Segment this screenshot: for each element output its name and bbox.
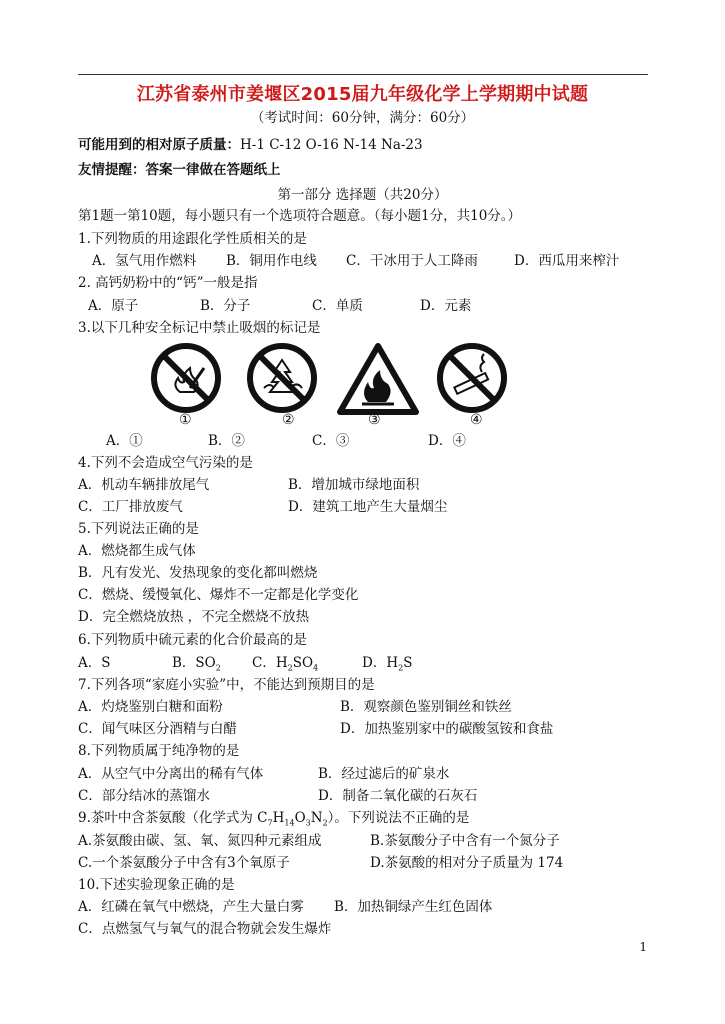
question-7-stem: 7.下列各项“家庭小实验”中，不能达到预期目的是: [78, 677, 375, 693]
q6-option-c: C．$H_2SO_4$: [252, 655, 319, 673]
sign-label-4: ④: [470, 412, 483, 428]
q1-option-d: D．西瓜用来榨汁: [514, 253, 620, 269]
exam-info: （考试时间：60分钟，满分：60分）: [250, 110, 475, 126]
question-5-stem: 5.下列说法正确的是: [78, 521, 199, 537]
q7-option-b: B．观察颜色鉴别铜丝和铁丝: [340, 699, 512, 715]
q6-option-d: D．$H_2S$: [362, 655, 413, 673]
reminder: 友情提醒：答案一律做在答题纸上: [78, 162, 281, 178]
atomic-mass-values: H-1 C-12 O-16 N-14 Na-23: [240, 137, 423, 153]
no-fire-sign-icon: [150, 342, 230, 422]
section-instruction: 第1题一第10题，每小题只有一个选项符合题意。（每小题1分，共10分。）: [78, 208, 522, 224]
atomic-mass-label: 可能用到的相对原子质量：: [78, 137, 240, 153]
q8-option-b: B．经过滤后的矿泉水: [318, 766, 450, 782]
question-6-stem: 6.下列物质中硫元素的化合价最高的是: [78, 632, 307, 648]
question-1-stem: 1.下列物质的用途跟化学性质相关的是: [78, 231, 307, 247]
q9-option-b: B.茶氨酸分子中含有一个氮分子: [370, 833, 560, 849]
q3-option-b: B．②: [208, 433, 245, 449]
q4-option-d: D．建筑工地产生大量烟尘: [288, 499, 448, 515]
question-3-stem: 3.以下几种安全标记中禁止吸烟的标记是: [78, 320, 321, 336]
sign-label-1: ①: [179, 412, 192, 428]
q3-option-a: A．①: [106, 433, 143, 449]
q10-option-a: A．红磷在氧气中燃烧，产生大量白雾: [78, 899, 304, 915]
q9-option-a: A.茶氨酸由碳、氢、氧、氮四种元素组成: [78, 833, 322, 849]
q7-option-d: D．加热鉴别家中的碳酸氢铵和食盐: [340, 721, 554, 737]
q10-option-b: B．加热铜绿产生红色固体: [334, 899, 493, 915]
q5-option-d: D．完全燃烧放热 ，不完全燃烧不放热: [78, 609, 310, 625]
top-rule: [78, 74, 648, 75]
sign-label-3: ③: [368, 412, 381, 428]
q2-option-a: A．原子: [88, 298, 139, 314]
q2-option-d: D．元素: [420, 298, 472, 314]
q3-option-c: C．③: [312, 433, 350, 449]
q8-option-a: A．从空气中分离出的稀有气体: [78, 766, 264, 782]
q6-option-b: B．$SO_2$: [172, 655, 221, 673]
q1-option-b: B．铜用作电线: [226, 253, 317, 269]
question-10-stem: 10.下述实验现象正确的是: [78, 877, 235, 893]
q7-option-a: A．灼烧鉴别白糖和面粉: [78, 699, 223, 715]
q8-option-c: C．部分结冰的蒸馏水: [78, 788, 210, 804]
q5-option-c: C．燃烧、缓慢氧化、爆炸不一定都是化学变化: [78, 587, 359, 603]
sign-label-2: ②: [282, 412, 295, 428]
no-logging-sign-icon: [246, 342, 326, 422]
q1-option-c: C．干冰用于人工降雨: [346, 253, 478, 269]
q9-option-d: D.茶氨酸的相对分子质量为 174: [370, 855, 564, 871]
question-9-stem: 9.茶叶中含茶氨酸（化学式为 $C_7H_{14}O_3N_2$）。下列说法不正确的是: [78, 810, 470, 828]
q2-option-c: C．单质: [312, 298, 363, 314]
question-8-stem: 8.下列物质属于纯净物的是: [78, 743, 240, 759]
q4-option-b: B．增加城市绿地面积: [288, 477, 420, 493]
q9-option-c: C.一个茶氨酸分子中含有3个氧原子: [78, 855, 290, 871]
q4-option-a: A．机动车辆排放尾气: [78, 477, 210, 493]
section-title: 第一部分 选择题（共20分）: [277, 187, 448, 203]
question-4-stem: 4.下列不会造成空气污染的是: [78, 455, 253, 471]
q5-option-a: A．燃烧都生成气体: [78, 543, 196, 559]
q8-option-d: D．制备二氧化碳的石灰石: [318, 788, 478, 804]
q10-option-c: C．点燃氢气与氧气的混合物就会发生爆炸: [78, 921, 332, 937]
page-title: 江苏省泰州市姜堰区2015届九年级化学上学期期中试题: [136, 84, 589, 105]
no-smoking-sign-icon: [436, 342, 516, 422]
q5-option-b: B．凡有发光、发热现象的变化都叫燃烧: [78, 565, 318, 581]
q4-option-c: C．工厂排放废气: [78, 499, 183, 515]
q1-option-a: A．氢气用作燃料: [92, 253, 197, 269]
q7-option-c: C．闻气味区分酒精与白醋: [78, 721, 237, 737]
q6-option-a: A．S: [78, 655, 111, 671]
page-number: 1: [639, 940, 647, 954]
safety-signs: [150, 342, 510, 432]
q3-option-d: D．④: [428, 433, 466, 449]
question-2-stem: 2. 高钙奶粉中的“钙”一般是指: [78, 275, 258, 291]
q2-option-b: B．分子: [200, 298, 251, 314]
atomic-mass-row: [78, 136, 423, 154]
flammable-warning-sign-icon: [336, 342, 422, 422]
